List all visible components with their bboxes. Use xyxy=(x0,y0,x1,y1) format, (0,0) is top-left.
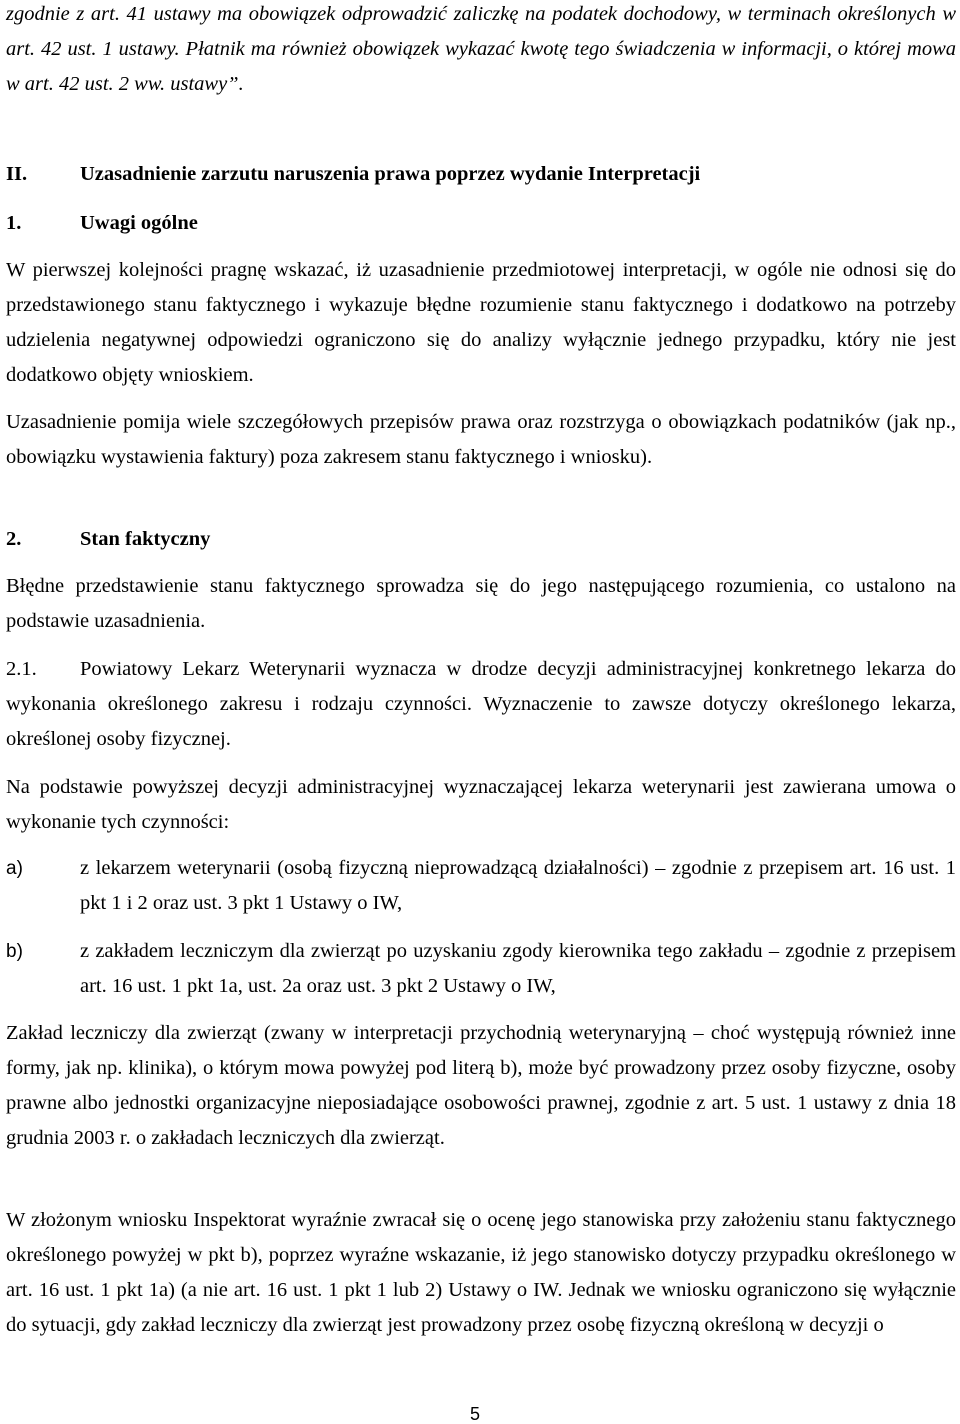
paragraph-basis-block xyxy=(6,770,956,840)
list-item-text: z lekarzem weterynarii (osobą fizyczną nieprowadzącą działalności) – zgodnie z przepisem art. 16 ust. 1 pkt 1 i 2 oraz ust. 3 pkt 1 Ustawy o IW, xyxy=(80,857,956,914)
paragraph-basis: Na podstawie powyższej decyzji administracyjnej wyznaczającej lekarza weterynarii jest zawierana umowa o wykonanie tych czynności: xyxy=(6,776,956,833)
intro-paragraph: zgodnie z art. 41 ustawy ma obowiązek odprowadzić zaliczkę na podatek dochodowy, w terminach określonych w art. 42 ust. 1 ustawy. Płatnik ma również obowiązek wykazać kwotę tego świadczenia w informacji, o której mowa w art. 42 ust. 2 ww. ustawy”. xyxy=(6,3,956,95)
paragraph-stan-faktyczny: Błędne przedstawienie stanu faktycznego sprowadza się do jego następującego rozumienia, co ustalono na podstawie uzasadnienia. xyxy=(6,575,956,632)
paragraph-2-1-number: 2.1. xyxy=(6,658,37,680)
section-2-heading xyxy=(6,524,210,554)
agreement-list xyxy=(6,851,956,1004)
section-1-heading xyxy=(6,208,198,238)
paragraph-zaklad: Zakład leczniczy dla zwierząt (zwany w interpretacji przychodnią weterynaryjną – choć występują również inne formy, jak np. klinika), o którym mowa powyżej pod literą b), może być prowadzony przez osoby fizyczne, osoby prawne albo jednostki organizacyjne nieposiadające osobowości prawnej, zgodnie z art. 5 ust. 1 ustawy z dnia 18 grudnia 2003 r. o zakładach leczniczych dla zwierząt. xyxy=(6,1022,956,1149)
list-item-text: z zakładem leczniczym dla zwierząt po uzyskaniu zgody kierownika tego zakładu – zgodnie z przepisem art. 16 ust. 1 pkt 1a, ust. 2a oraz ust. 3 pkt 2 Ustawy o IW, xyxy=(80,940,956,997)
list-item xyxy=(6,934,956,1004)
paragraph-2-1 xyxy=(6,652,956,757)
section-2-number: 2. xyxy=(6,528,22,550)
section-1-body xyxy=(6,253,956,475)
page-number: 5 xyxy=(470,1404,481,1424)
section-2-title: Stan faktyczny xyxy=(80,528,211,550)
paragraph-general-1: W pierwszej kolejności pragnę wskazać, iż uzasadnienie przedmiotowej interpretacji, w ogóle nie odnosi się do przedstawionego stanu faktycznego i wykazuje błędne rozumienie stanu faktycznego i dodatkowo na potrzeby udzielenia negatywnej odpowiedzi ograniczono się do analizy wyłącznie jednego przypadku, który nie jest dodatkowo objęty wnioskiem. xyxy=(6,259,956,386)
paragraph-general-2: Uzasadnienie pomija wiele szczegółowych przepisów prawa oraz rozstrzyga o obowiązkach podatników (jak np., obowiązku wystawienia faktury) poza zakresem stanu faktycznego i wniosku). xyxy=(6,411,956,468)
paragraph-2-1-block xyxy=(6,652,956,757)
section-II-number: II. xyxy=(6,163,28,185)
section-1-number: 1. xyxy=(6,212,22,234)
paragraph-wniosek: W złożonym wniosku Inspektorat wyraźnie zwracał się o ocenę jego stanowiska przy założeniu stanu faktycznego określonego powyżej w pkt b), poprzez wyraźne wskazanie, iż jego stanowisko dotyczy przypadku określonego w art. 16 ust. 1 pkt 1a) (a nie art. 16 ust. 1 pkt 1 lub 2) Ustawy o IW. Jednak we wniosku ograniczono się wyłącznie do sytuacji, gdy zakład leczniczy dla zwierząt jest prowadzony przez osobę fizyczną określoną w decyzji o xyxy=(6,1209,956,1336)
paragraph-zaklad-block xyxy=(6,1016,956,1156)
section-II-title: Uzasadnienie zarzutu naruszenia prawa poprzez wydanie Interpretacji xyxy=(80,163,701,185)
list-marker: a) xyxy=(6,858,23,879)
document-page xyxy=(6,0,956,1424)
section-II-heading xyxy=(6,159,700,189)
section-2-body xyxy=(6,569,956,639)
list-item xyxy=(6,851,956,921)
section-1-title: Uwagi ogólne xyxy=(80,212,198,234)
list-marker: b) xyxy=(6,941,23,962)
paragraph-2-1-text: Powiatowy Lekarz Weterynarii wyznacza w drodze decyzji administracyjnej konkretnego lekarza do wykonania określonego zakresu i rodzaju czynności. Wyznaczenie to zawsze dotyczy określonego lekarza, określonej osoby fizycznej. xyxy=(6,658,956,750)
paragraph-wniosek-block xyxy=(6,1203,956,1343)
